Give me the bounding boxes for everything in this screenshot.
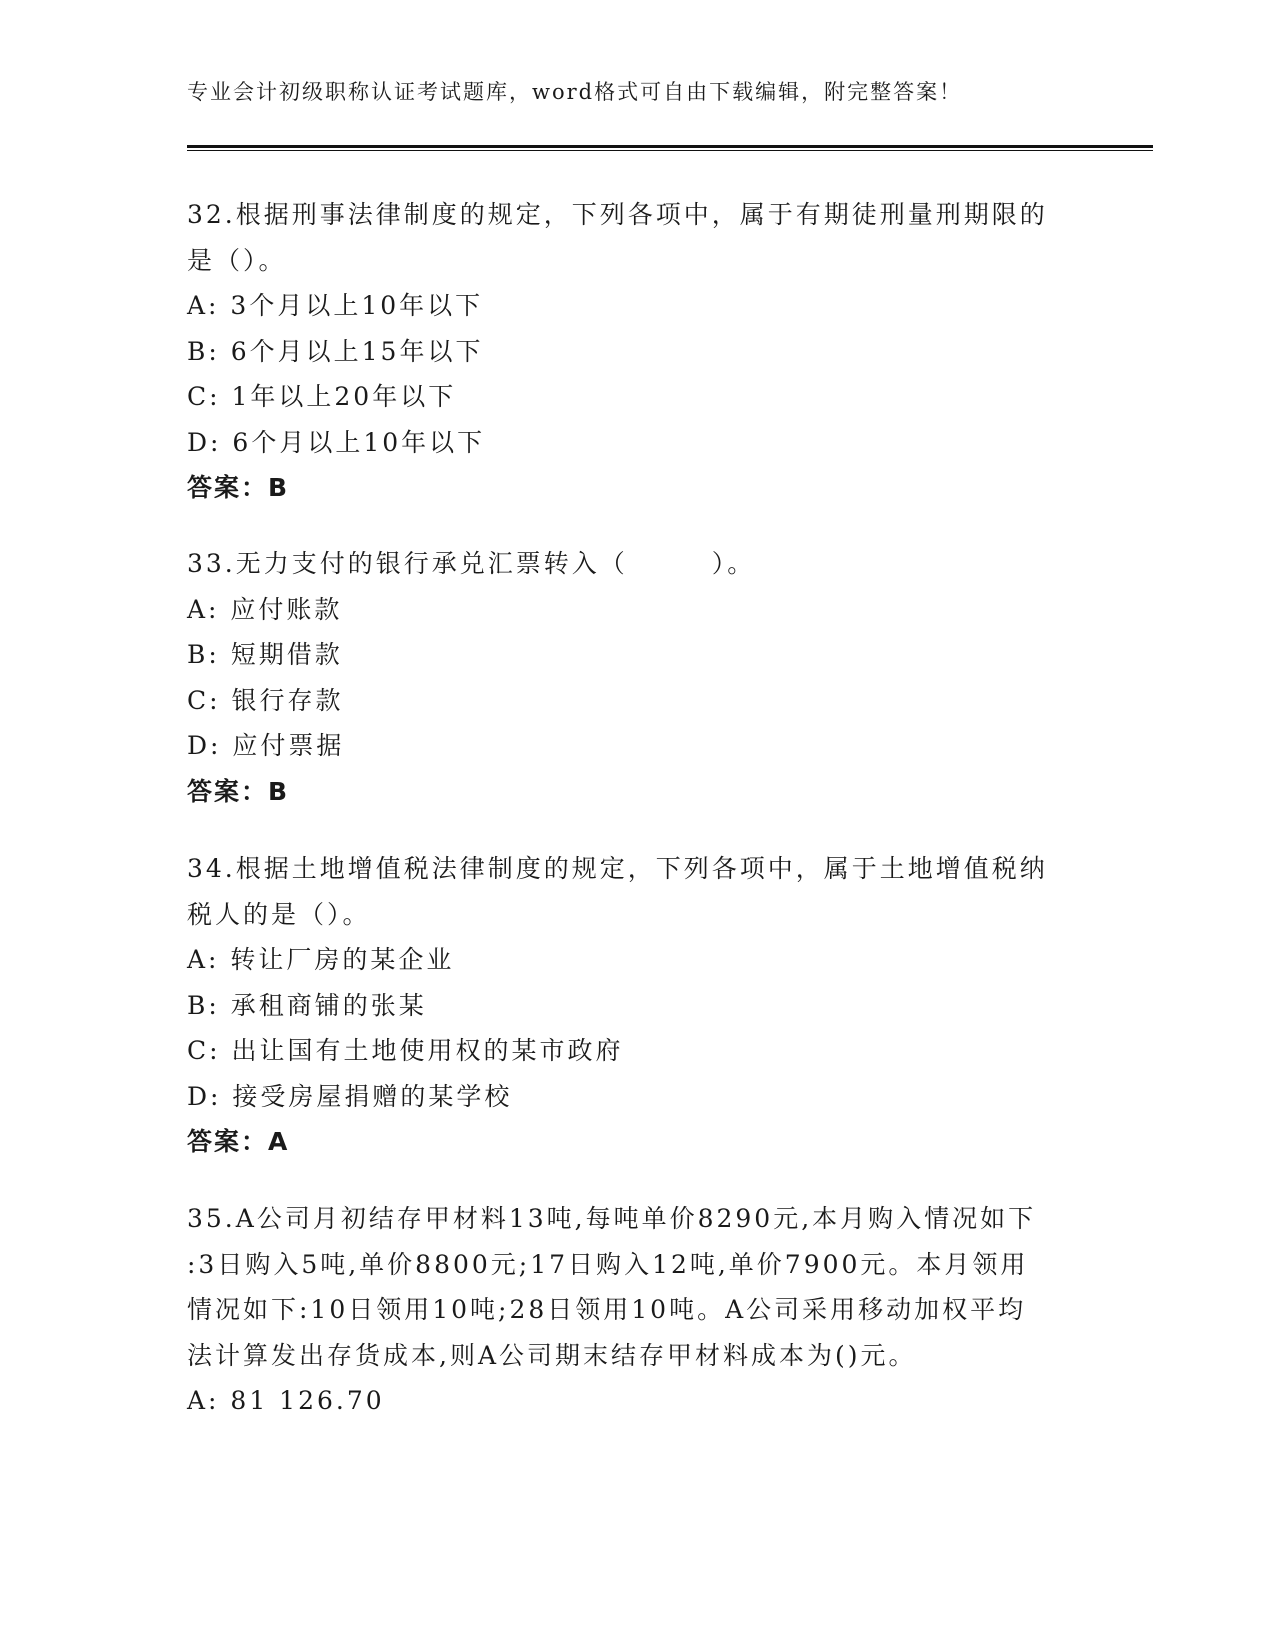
answer-value: B	[268, 473, 290, 502]
question-stem-line: 情况如下:10日领用10吨;28日领用10吨。A公司采用移动加权平均	[187, 1295, 1027, 1324]
question-block	[187, 192, 1087, 511]
option-c: C: 银行存款	[187, 685, 344, 715]
answer-line	[187, 1119, 1087, 1165]
question-stem-line: 32.根据刑事法律制度的规定，下列各项中，属于有期徒刑量刑期限的	[187, 200, 1048, 229]
question-block	[187, 1196, 1087, 1424]
option-b: B: 6个月以上15年以下	[187, 336, 484, 366]
option-d: D: 应付票据	[187, 731, 345, 760]
option-c: C: 1年以上20年以下	[187, 382, 457, 411]
question-block	[187, 846, 1087, 1165]
answer-label: 答案：	[187, 776, 269, 806]
page-header: 专业会计初级职称认证考试题库，word格式可自由下载编辑，附完整答案！	[187, 80, 963, 104]
question-stem-line: 是（）。	[187, 245, 287, 275]
header-rule	[187, 145, 1153, 148]
option-a: A: 应付账款	[187, 594, 343, 624]
answer-label: 答案：	[187, 473, 269, 502]
option-d: D: 接受房屋捐赠的某学校	[187, 1081, 513, 1111]
option-d: D: 6个月以上10年以下	[187, 427, 486, 457]
option-a: A: 转让厂房的某企业	[187, 945, 455, 974]
option-a: A: 3个月以上10年以下	[187, 291, 484, 320]
answer-label: 答案：	[187, 1127, 269, 1156]
option-b: B: 短期借款	[187, 640, 343, 669]
answer-value: A	[268, 1127, 290, 1156]
answer-line	[187, 465, 1087, 511]
question-stem-line: 35.A公司月初结存甲材料13吨,每吨单价8290元,本月购入情况如下	[187, 1204, 1037, 1233]
question-stem-line: 法计算发出存货成本,则A公司期末结存甲材料成本为()元。	[187, 1340, 917, 1370]
question-stem-line: 33.无力支付的银行承兑汇票转入（ ）。	[187, 549, 756, 578]
option-b: B: 承租商铺的张某	[187, 990, 427, 1020]
answer-value: B	[268, 776, 290, 806]
question-stem-line: 34.根据土地增值税法律制度的规定，下列各项中，属于土地增值税纳	[187, 854, 1048, 883]
question-stem-line: :3日购入5吨,单价8800元;17日购入12吨,单价7900元。本月领用	[187, 1249, 1029, 1279]
answer-line	[187, 769, 1087, 815]
question-block	[187, 541, 1087, 814]
question-stem-line: 税人的是（）。	[187, 899, 371, 929]
option-c: C: 出让国有土地使用权的某市政府	[187, 1036, 624, 1065]
header-rule-thin	[187, 150, 1153, 151]
option-a: A: 81 126.70	[187, 1386, 385, 1415]
